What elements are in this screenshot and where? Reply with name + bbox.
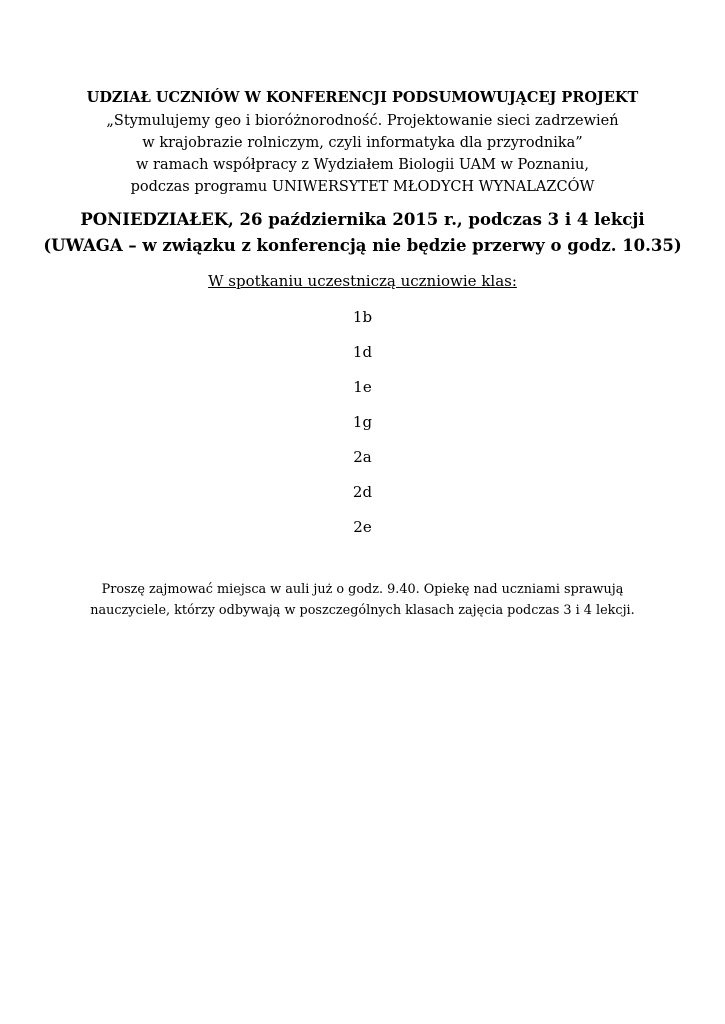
class-item: 1g bbox=[352, 413, 373, 431]
event-date: PONIEDZIAŁEK, 26 października 2015 r., podczas 3 i 4 lekcji bbox=[80, 210, 645, 229]
footer-note-line-2: nauczyciele, którzy odbywają w poszczególnych klasach zajęcia podczas 3 i 4 lekcji. bbox=[90, 603, 635, 618]
class-item: 2e bbox=[353, 518, 372, 536]
document-title: UDZIAŁ UCZNIÓW W KONFERENCJI PODSUMOWUJĄCEJ PROJEKT bbox=[86, 89, 639, 106]
class-item: 2a bbox=[353, 448, 372, 466]
project-name-line-1: „Stymulujemy geo i bioróżnorodność. Projektowanie sieci zadrzewień bbox=[106, 113, 619, 129]
program-line: podczas programu UNIWERSYTET MŁODYCH WYNALAZCÓW bbox=[130, 179, 595, 195]
break-warning: (UWAGA – w związku z konferencją nie będzie przerwy o godz. 10.35) bbox=[43, 236, 682, 255]
class-item: 1b bbox=[352, 308, 373, 326]
class-item: 1d bbox=[352, 343, 373, 361]
class-item: 1e bbox=[353, 378, 372, 396]
class-item: 2d bbox=[352, 483, 373, 501]
participants-intro: W spotkaniu uczestniczą uczniowie klas: bbox=[208, 272, 517, 290]
project-name-line-2: w krajobrazie rolniczym, czyli informatyka dla przyrodnika” bbox=[142, 135, 583, 151]
cooperation-line: w ramach współpracy z Wydziałem Biologii UAM w Poznaniu, bbox=[136, 157, 589, 173]
footer-note-line-1: Proszę zajmować miejsca w auli już o godz. 9.40. Opiekę nad uczniami sprawują bbox=[101, 582, 624, 597]
